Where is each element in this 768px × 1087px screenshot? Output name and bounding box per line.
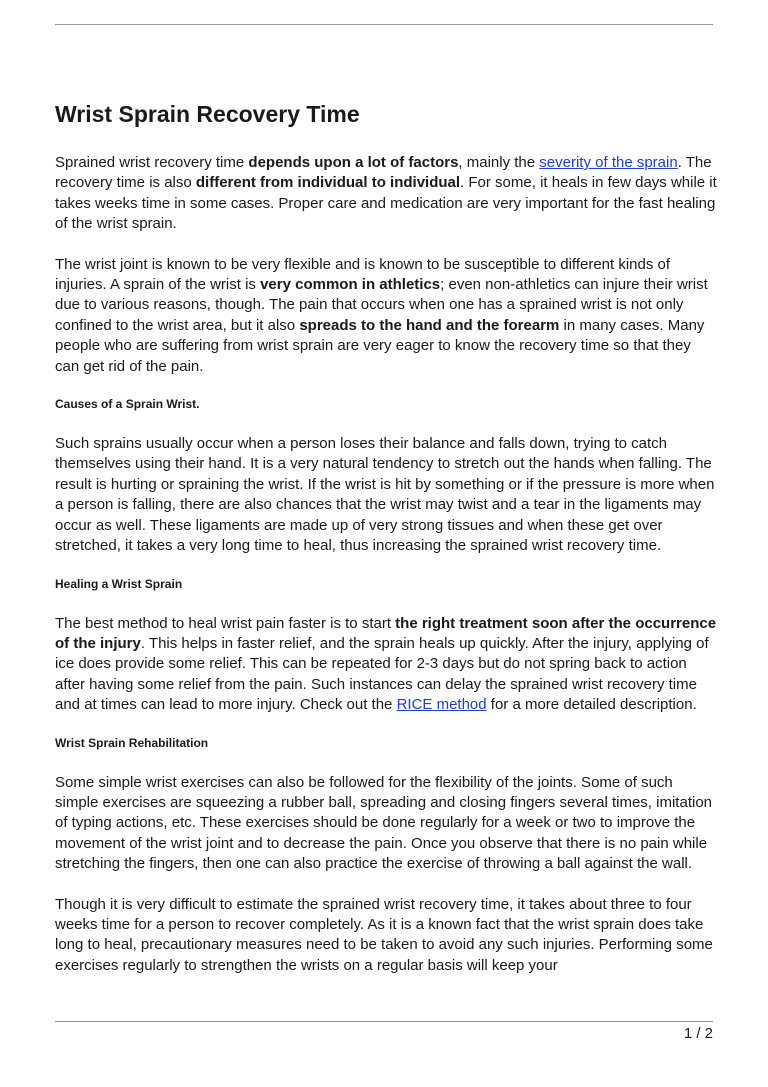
- section-heading-rehabilitation: Wrist Sprain Rehabilitation: [55, 735, 209, 750]
- paragraph-healing: The best method to heal wrist pain faster is to start the right treatment soon after the occurrence of the injury. This helps in faster relief, and the sprain heals up quickly. After the injury, applying of ice does provide some relief. This can be repeated for 2-3 days but do not spring back to action after having some relief from the pain. Such instances can delay the sprained wrist recovery time and at times can lead to more injury. Check out the RICE method for a more detailed description.: [55, 614, 717, 714]
- severity-link[interactable]: severity of the sprain: [539, 154, 678, 171]
- rice-method-link[interactable]: RICE method: [396, 696, 487, 714]
- paragraph-wrist-joint: The wrist joint is known to be very flexible and is known to be susceptible to different kinds of injuries. A sprain of the wrist is very common in athletics; even non-athletics can injure their wrist due to various reasons, though. The pain that occurs when one has a sprained wrist is not only confined to the wrist area, but it also spreads to the hand and the forearm in many cases. Many people who are suffering from wrist sprain are very eager to know the recovery time so that they can get rid of the pain.: [55, 255, 708, 375]
- section-heading-healing: Healing a Wrist Sprain: [55, 576, 183, 591]
- paragraph-estimate: Though it is very difficult to estimate the sprained wrist recovery time, it takes about three to four weeks time for a person to recover completely. As it is a known fact that the wrist sprain does take long to heal, precautionary measures need to be taken to avoid any such injuries. Performing some exercises regularly to strengthen the wrists on a regular basis will keep your: [55, 895, 713, 974]
- page-number: 1 / 2: [683, 1025, 713, 1042]
- footer-rule: [55, 1021, 713, 1022]
- page-title: Wrist Sprain Recovery Time: [55, 101, 360, 127]
- paragraph-causes: Such sprains usually occur when a person loses their balance and falls down, trying to catch themselves using their hand. It is a very natural tendency to stretch out the hands when falling. The result is hurting or spraining the wrist. If the wrist is hit by something or if the pressure is more when a person is falling, there are also chances that the wrist may twist and a tear in the ligaments may occur as well. These ligaments are made up of very strong tissues and when these get over stretched, it takes a very long time to heal, thus increasing the sprained wrist recovery time.: [55, 435, 715, 555]
- document-body: [55, 100, 717, 996]
- section-heading-causes: Causes of a Sprain Wrist.: [55, 397, 200, 412]
- paragraph-exercises: Some simple wrist exercises can also be followed for the flexibility of the joints. Some of such simple exercises are squeezing a rubber ball, spreading and closing fingers several times, imitation of typing actions, etc. These exercises should be done regularly for a week or two to improve the movement of the wrist joint and to decrease the pain. Once you observe that there is no pain while stretching the fingers, then one can also practice the exercise of throwing a ball against the wall.: [55, 773, 712, 873]
- paragraph-intro: Sprained wrist recovery time depends upon a lot of factors, mainly the severity of the sprain. The recovery time is also different from individual to individual. For some, it heals in few days while it takes weeks time in some cases. Proper care and medication are very important for the fast healing of the wrist sprain.: [55, 154, 717, 233]
- header-rule: [55, 24, 713, 25]
